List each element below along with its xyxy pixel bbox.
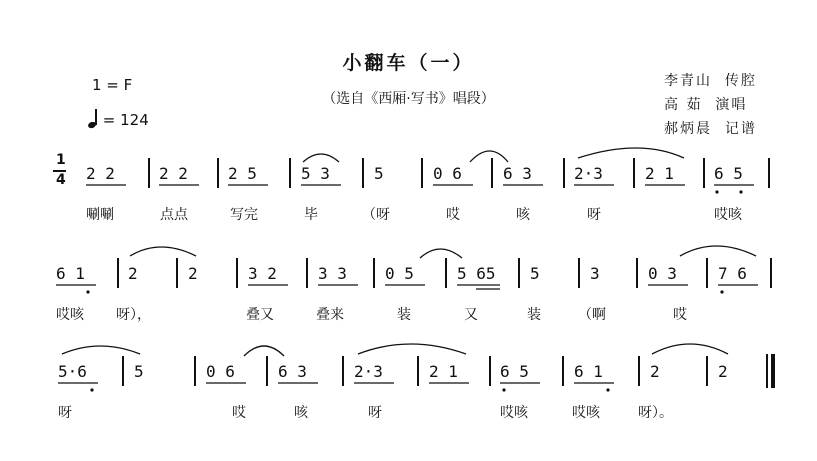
lyric: 呀）。 (638, 405, 673, 421)
measure-notes: 5 (374, 164, 384, 183)
measure-notes: 0 6 (433, 164, 462, 183)
time-signature-bottom: 4 (56, 172, 66, 188)
measure-notes: 2 (128, 264, 138, 283)
lyric: （呀 (362, 207, 390, 223)
measure-notes: 6 3 (503, 164, 532, 183)
measure-notes: 2·3 (574, 164, 603, 183)
measure-notes: 5·6 (58, 362, 87, 381)
song-subtitle: （选自《西厢·写书》唱段） (322, 91, 495, 107)
credit-role: 演唱 (715, 97, 748, 113)
measure-notes: 2 2 (159, 164, 188, 183)
lyric: 咳 (294, 405, 308, 421)
lyric: 叠来 (316, 307, 344, 323)
lyric: 叠又 (246, 307, 274, 323)
lyric: 哎 (446, 207, 460, 223)
lyric: 呀）， (116, 307, 151, 323)
measure-notes: 5 (134, 362, 144, 381)
measure-notes: 6 5 (500, 362, 529, 381)
lyric: 哎 (232, 405, 246, 421)
lyric: 哎咳 (500, 405, 528, 421)
measure-notes: 3 2 (248, 264, 277, 283)
lyric: 哎咳 (572, 405, 600, 421)
measure-notes: 5 65 (457, 264, 496, 283)
tempo-value: = 124 (102, 111, 149, 129)
measure-notes: 2·3 (354, 362, 383, 381)
measure-notes: 6 1 (56, 264, 85, 283)
lyric: 咳 (516, 207, 530, 223)
lyric: 哎 (673, 307, 687, 323)
measure-notes: 6 3 (278, 362, 307, 381)
measure-notes: 6 5 (714, 164, 743, 183)
measure-notes: 7 6 (718, 264, 747, 283)
measure-notes: 2 (650, 362, 660, 381)
lyric: 装 (527, 307, 541, 323)
credit-role: 记谱 (724, 121, 757, 137)
measure-notes: 3 3 (318, 264, 347, 283)
measure-notes: 0 5 (385, 264, 414, 283)
lyric: 装 (397, 307, 411, 323)
measure-notes: 2 (188, 264, 198, 283)
measure-notes: 6 1 (574, 362, 603, 381)
credit-name: 郝炳晨 (664, 121, 712, 137)
credit-name: 高 茹 (664, 97, 703, 113)
lyric: 呀 (368, 405, 382, 421)
measure-notes: 2 5 (228, 164, 257, 183)
measure-notes: 5 (530, 264, 540, 283)
measure-notes: 0 6 (206, 362, 235, 381)
key-signature: 1 = F (92, 76, 133, 94)
lyric: 写完 (230, 207, 258, 223)
lyric: 唰唰 (86, 207, 114, 223)
lyric: 又 (464, 307, 478, 323)
lyric: 哎咳 (714, 207, 742, 223)
lyric: 哎咳 (56, 307, 84, 323)
time-signature-top: 1 (56, 152, 66, 168)
credit-name: 李青山 (664, 73, 712, 89)
measure-notes: 2 2 (86, 164, 115, 183)
lyric: （啊 (578, 307, 606, 323)
measure-notes: 2 (718, 362, 728, 381)
measure-notes: 2 1 (645, 164, 674, 183)
measure-notes: 5 3 (301, 164, 330, 183)
measure-notes: 0 3 (648, 264, 677, 283)
lyric: 呀 (58, 405, 72, 421)
credit-role: 传腔 (724, 73, 757, 89)
lyric: 点点 (160, 207, 188, 223)
lyric: 呀 (587, 207, 601, 223)
lyric: 毕 (304, 207, 318, 223)
measure-notes: 2 1 (429, 362, 458, 381)
measure-notes: 3 (590, 264, 600, 283)
song-title: 小翻车（一） (342, 52, 475, 74)
